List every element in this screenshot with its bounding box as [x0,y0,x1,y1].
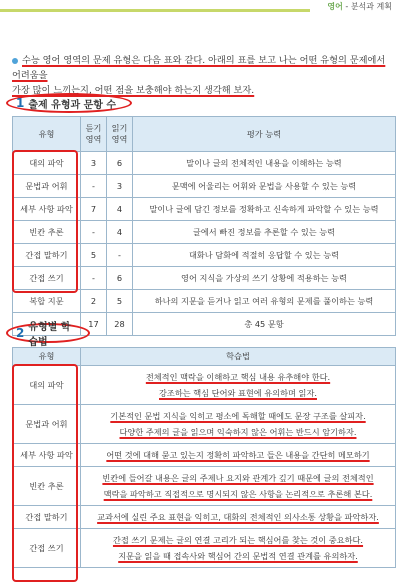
header-title [327,1,392,12]
table-row [13,405,396,444]
read-cell: 3 [107,175,133,198]
type-cell: 세부 사항 파악 [13,444,81,467]
intro-line-1: 수능 영어 영역의 문제 유형은 다음 표와 같다. 아래의 표를 보고 나는 어떤 유형의 문제에서 어려움을 [12,55,386,81]
table-row [13,529,396,568]
method-line: 맥락을 파악하고 직접적으로 명시되지 않은 사항을 논리적으로 추론해 본다. [103,489,373,499]
method-line: 교과서에 실린 주요 표현을 익히고, 대화의 전체적인 의사소통 상황을 파악하자. [97,512,379,522]
listen-cell: 2 [81,290,107,313]
read-cell: 5 [107,290,133,313]
intro-paragraph [12,53,396,98]
section1-number: 1 [16,96,25,110]
read-cell: 6 [107,152,133,175]
header-read: 읽기 영역 [107,117,133,152]
ability-cell: 대화나 담화에 적절히 응답할 수 있는 능력 [133,244,396,267]
read-cell: 4 [107,198,133,221]
table-row [13,198,396,221]
bullet-icon [12,58,18,64]
header-type: 유형 [13,348,81,366]
method-line: 지문을 읽을 때 접속사와 핵심어 간의 문법적 연결 관계를 유의하자. [118,551,358,561]
type-cell: 복합 지문 [13,290,81,313]
header-type: 유형 [13,117,81,152]
method-line: 기본적인 문법 지식을 익히고 평소에 독해할 때에도 문장 구조를 살피자. [110,411,366,421]
listen-cell: 5 [81,244,107,267]
header-method: 학습법 [81,348,396,366]
table-row [13,244,396,267]
header-section: 분석과 계획 [350,2,392,11]
table-row [13,467,396,506]
section2-number: 2 [16,326,25,340]
table-row [13,444,396,467]
ability-cell: 말이나 글에 담긴 정보를 정확하고 신속하게 파악할 수 있는 능력 [133,198,396,221]
type-cell: 세부 사항 파악 [13,198,81,221]
listen-cell: - [81,267,107,290]
table-row [13,366,396,405]
read-cell: 4 [107,221,133,244]
method-cell [81,467,396,506]
study-methods-table [12,347,396,568]
method-cell [81,366,396,405]
table-row [13,221,396,244]
ability-cell: 하나의 지문을 듣거나 읽고 여러 유형의 문제를 풀이하는 능력 [133,290,396,313]
page-header [0,0,404,13]
exam-types-table [12,116,396,336]
read-cell: 6 [107,267,133,290]
type-cell: 대의 파악 [13,366,81,405]
header-listen: 듣기 영역 [81,117,107,152]
method-line: 전체적인 맥락을 이해하고 핵심 내용 유추해야 한다. [145,372,331,382]
ability-cell: 글에서 빠진 정보를 추론할 수 있는 능력 [133,221,396,244]
listen-cell: 17 [81,313,107,336]
read-cell: - [107,244,133,267]
method-line: 강조하는 핵심 단어와 표현에 유의하며 읽자. [159,388,317,398]
table-header-row [13,348,396,366]
table-row [13,175,396,198]
method-line: 간접 쓰기 문제는 글의 연결 고리가 되는 핵심어를 찾는 것이 중요하다. [112,535,364,545]
ability-cell: 총 45 문항 [133,313,396,336]
method-line: 빈칸에 들어갈 내용은 글의 주제나 요지와 관계가 깊기 때문에 글의 전체적인 [102,473,374,483]
header-ability: 평가 능력 [133,117,396,152]
table-header-row [13,117,396,152]
type-cell: 간접 말하기 [13,506,81,529]
header-separator: - [345,2,351,11]
table-row [13,267,396,290]
method-cell [81,529,396,568]
method-line: 어떤 것에 대해 묻고 있는지 정확히 파악하고 들은 내용을 간단히 메모하기 [106,450,370,460]
ability-cell: 말이나 글의 전체적인 내용을 이해하는 능력 [133,152,396,175]
table-row [13,290,396,313]
header-rule [0,9,310,12]
type-cell: 빈칸 추론 [13,221,81,244]
ability-cell: 영어 지식을 가상의 쓰기 상황에 적용하는 능력 [133,267,396,290]
method-cell [81,506,396,529]
section1-title [6,93,132,113]
section2-title [6,322,90,348]
listen-cell: - [81,221,107,244]
intro-line-2: 가장 많이 느끼는지, 어떤 점을 보충해야 하는지 생각해 보자. [12,85,255,96]
section1-label: 출제 유형과 문항 수 [28,99,117,111]
read-cell: 28 [107,313,133,336]
type-cell: 간접 말하기 [13,244,81,267]
table-row [13,506,396,529]
type-cell: 빈칸 추론 [13,467,81,506]
type-cell: 간접 쓰기 [13,267,81,290]
method-line: 다양한 주제의 글을 읽으며 익숙하지 않은 어휘는 반드시 암기하자. [119,427,357,437]
listen-cell: - [81,175,107,198]
type-cell: 문법과 어휘 [13,405,81,444]
type-cell: 문법과 어휘 [13,175,81,198]
listen-cell: 7 [81,198,107,221]
type-cell: 간접 쓰기 [13,529,81,568]
method-cell [81,444,396,467]
ability-cell: 문맥에 어울리는 어휘와 문법을 사용할 수 있는 능력 [133,175,396,198]
header-subject: 영어 [327,2,343,11]
listen-cell: 3 [81,152,107,175]
method-cell [81,405,396,444]
section2-label: 유형별 학습법 [28,322,71,348]
table-row [13,152,396,175]
type-cell: 대의 파악 [13,152,81,175]
